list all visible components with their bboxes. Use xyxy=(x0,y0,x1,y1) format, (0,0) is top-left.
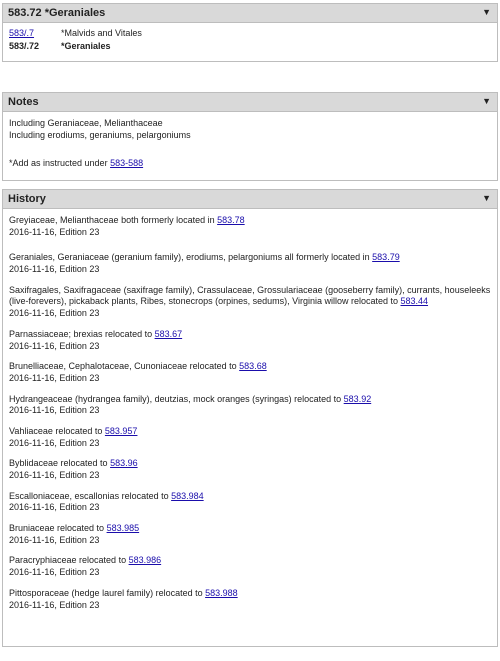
history-date: 2016-11-16, Edition 23 xyxy=(9,534,100,545)
history-entry xyxy=(9,588,491,611)
history-text: Vahliaceae relocated to xyxy=(9,425,105,436)
note-spacer xyxy=(9,142,491,156)
history-date: 2016-11-16, Edition 23 xyxy=(9,308,100,319)
history-date: 2016-11-16, Edition 23 xyxy=(9,405,100,416)
hierarchy-row-parent xyxy=(9,27,491,40)
history-text: Bruniaceae relocated to xyxy=(9,523,107,534)
history-entry xyxy=(9,285,491,320)
history-entry xyxy=(9,361,491,384)
history-date: 2016-11-16, Edition 23 xyxy=(9,340,100,351)
class-panel-header[interactable] xyxy=(3,4,497,23)
history-date: 2016-11-16, Edition 23 xyxy=(9,264,100,275)
hierarchy-list xyxy=(3,23,497,58)
note-line: Including Geraniaceae, Melianthaceae xyxy=(9,118,163,128)
history-entry xyxy=(9,215,491,238)
history-link[interactable]: 583.67 xyxy=(154,328,183,339)
note-instruction-text: *Add as instructed under xyxy=(9,158,111,168)
caret-down-icon[interactable]: ▼ xyxy=(482,96,491,107)
history-entry xyxy=(9,491,491,514)
history-text: Pittosporaceae (hedge laurel family) relocated to xyxy=(9,587,206,598)
history-text: Saxifragales, Saxifragaceae (saxifrage family), Crassulaceae, Grossulariaceae (gooseberry family), currants, houseleeks (live-forevers), pickaback plants, Ribes, stonecrops (orpines, sedums), Virginia willow relocated to xyxy=(9,284,491,307)
history-link[interactable]: 583.92 xyxy=(343,393,372,404)
history-date: 2016-11-16, Edition 23 xyxy=(9,437,100,448)
note-line: Including erodiums, geraniums, pelargoniums xyxy=(9,130,191,140)
history-text: Greyiaceae, Melianthaceae both formerly located in xyxy=(9,215,218,225)
notes-title: Notes xyxy=(8,95,39,108)
history-text: Paracryphiaceae relocated to xyxy=(9,555,129,566)
notes-body xyxy=(3,112,497,175)
history-text: Byblidaceae relocated to xyxy=(9,458,111,469)
history-link[interactable]: 583.96 xyxy=(110,458,138,469)
history-entry xyxy=(9,394,491,417)
history-text: Escalloniaceae, escallonias relocated to xyxy=(9,490,172,501)
notes-panel-header[interactable] xyxy=(3,93,497,112)
history-entry xyxy=(9,252,491,275)
history-text: Brunelliaceae, Cephalotaceae, Cunoniaceae relocated to xyxy=(9,361,240,372)
history-date: 2016-11-16, Edition 23 xyxy=(9,567,100,578)
history-panel-header[interactable] xyxy=(3,190,497,209)
hierarchy-number-link[interactable]: 583/.7 xyxy=(9,27,35,38)
class-title: 583.72 *Geraniales xyxy=(8,6,106,19)
history-link[interactable]: 583.44 xyxy=(400,296,429,307)
caret-down-icon[interactable]: ▼ xyxy=(482,193,491,204)
history-entry xyxy=(9,555,491,578)
history-text: Geraniales, Geraniaceae (geranium family), erodiums, pelargoniums all formerly located in xyxy=(9,252,373,263)
history-panel xyxy=(2,189,498,647)
history-link[interactable]: 583.957 xyxy=(104,425,138,436)
history-title: History xyxy=(8,192,46,205)
history-link[interactable]: 583.79 xyxy=(372,252,400,263)
history-date: 2016-11-16, Edition 23 xyxy=(9,599,100,610)
history-date: 2016-11-16, Edition 23 xyxy=(9,502,100,513)
hierarchy-label: *Geraniales xyxy=(61,40,111,51)
class-panel xyxy=(2,3,498,62)
hierarchy-label: *Malvids and Vitales xyxy=(61,27,142,38)
note-instruction xyxy=(9,158,491,170)
caret-down-icon[interactable]: ▼ xyxy=(482,7,491,18)
hierarchy-number: 583/.72 xyxy=(9,40,40,51)
notes-panel xyxy=(2,92,498,181)
history-link[interactable]: 583.986 xyxy=(128,555,162,566)
hierarchy-row-current xyxy=(9,40,491,53)
history-link[interactable]: 583.78 xyxy=(217,215,245,225)
history-list xyxy=(3,209,497,625)
history-link[interactable]: 583.68 xyxy=(239,361,267,372)
history-link[interactable]: 583.985 xyxy=(106,523,140,534)
note-instruction-link[interactable]: 583-588 xyxy=(110,158,144,168)
history-text: Parnassiaceae; brexias relocated to xyxy=(9,328,155,339)
history-date: 2016-11-16, Edition 23 xyxy=(9,226,100,237)
history-entry xyxy=(9,329,491,352)
history-entry xyxy=(9,426,491,449)
history-link[interactable]: 583.984 xyxy=(171,490,204,501)
history-entry xyxy=(9,458,491,481)
history-entry xyxy=(9,523,491,546)
history-text: Hydrangeaceae (hydrangea family), deutzias, mock oranges (syringas) relocated to xyxy=(9,393,344,404)
history-link[interactable]: 583.988 xyxy=(205,587,238,598)
history-date: 2016-11-16, Edition 23 xyxy=(9,470,100,480)
history-date: 2016-11-16, Edition 23 xyxy=(9,372,100,383)
